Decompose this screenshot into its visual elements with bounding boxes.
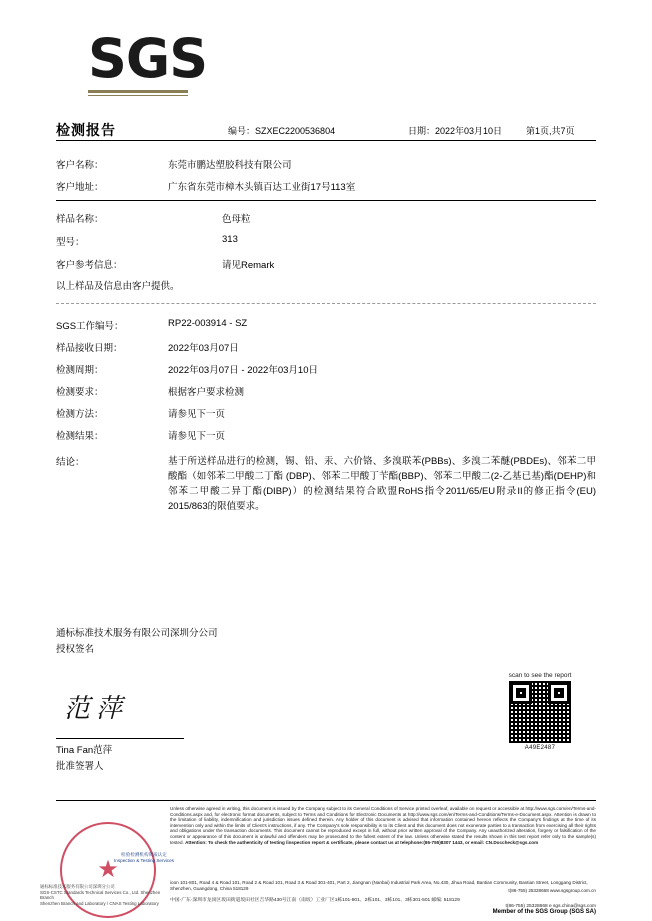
- authorized-signature-label: 授权签名: [56, 644, 95, 655]
- star-icon: ★: [97, 856, 119, 883]
- received-date-value: 2022年03月07日: [168, 343, 239, 354]
- page-title: 检测报告: [56, 122, 116, 138]
- customer-divider: [56, 200, 596, 201]
- job-no-label: SGS工作编号：: [56, 321, 124, 332]
- received-date-label: 样品接收日期：: [56, 343, 123, 354]
- footer-member-line: Member of the SGS Group (SGS SA): [492, 909, 596, 915]
- logo-rule: [88, 90, 188, 93]
- test-requirement-label: 检测要求：: [56, 387, 104, 398]
- report-number: [228, 124, 335, 137]
- sample-divider: [56, 303, 596, 304]
- qr-caption: scan to see the report: [508, 672, 572, 679]
- test-method-value: 请参见下一页: [168, 409, 226, 420]
- qr-block: [505, 672, 575, 751]
- sample-model-label: 型号：: [56, 237, 85, 248]
- header-divider: [56, 140, 596, 141]
- sample-reference-label: 客户参考信息：: [56, 260, 123, 271]
- qr-id: A49E2487: [524, 745, 556, 751]
- footer-company-en: SGS-CSTC Standards Technical Services Co., Ltd. Shenzhen Branch: [40, 889, 161, 900]
- lab-badge-en: Inspection & Testing Services: [114, 858, 174, 863]
- footer-divider: [56, 800, 596, 801]
- conclusion-text: 基于所送样品进行的检测，锡、铅、汞、六价铬、多溴联苯(PBBs)、多溴二苯醚(PBDEs)、邻苯二甲酸酯（如邻苯二甲酸二丁酯 (DBP)、邻苯二甲酸丁苄酯(BBP)、邻苯二甲酸二(2-乙基已基)酯(DEHP)和邻苯二甲酸二异丁酯(DIBP)）的检测结果符合欧盟RoHS指令2011/65/EU附录II的修正指令(EU) 2015/863的限值要求。: [168, 456, 596, 512]
- report-date-label: 日期：: [408, 126, 436, 136]
- signature-line: [56, 738, 184, 739]
- footer-address-en-line: ioon 101-801, Road 4 & Road 101, Road 2 & Road 101, Road 3 & Road 301-401, Part 2, Jiangnan (Nanbai) Industrial Park Area, No.430, Jihua Road, Bantian Community, Bantian Street, Longgang District, Shenzhen, Guangdong, China 518129: [170, 880, 588, 891]
- test-period-value: 2022年03月07日 - 2022年03月10日: [168, 365, 318, 376]
- signer-name: Tina Fan范萍: [56, 745, 113, 756]
- lab-badge-cn: 检验检测机构资质认定: [121, 852, 167, 857]
- report-date: [408, 124, 502, 137]
- cnas-text-block: [40, 884, 168, 906]
- footer-address-cn: 中国·广东·深圳市龙岗区坂田街道坂田社区吉华路430号江南（南坂）工业厂区1栋101-801、2栋101、3栋101、3栋301-501 邮编: 518129: [170, 898, 460, 903]
- sample-name-value: 色母粒: [222, 214, 251, 225]
- handwritten-signature: [64, 688, 176, 730]
- customer-name-label: 客户名称：: [56, 160, 104, 171]
- sgs-logo: [88, 27, 268, 94]
- test-result-label: 检测结果：: [56, 431, 104, 442]
- signing-company: 通标标准技术服务有限公司深圳分公司: [56, 628, 218, 639]
- sample-name-label: 样品名称：: [56, 214, 104, 225]
- test-result-value: 请参见下一页: [168, 431, 226, 442]
- test-method-label: 检测方法：: [56, 409, 104, 420]
- lab-accreditation-badge: [112, 852, 176, 864]
- sample-note: 以上样品及信息由客户提供。: [56, 281, 180, 292]
- handwritten-signature-text: 范萍: [64, 694, 129, 724]
- report-date-value: 2022年03月10日: [435, 126, 503, 136]
- logo-rule-thin: [88, 95, 188, 96]
- customer-address-value: 广东省东莞市樟木头镇百达工业街17号113室: [168, 182, 356, 193]
- sample-reference-value: 请见Remark: [222, 260, 275, 271]
- footer-company-cn: 通标标准技术服务有限公司深圳分公司: [40, 884, 115, 889]
- page-counter: 第1页,共7页: [526, 126, 575, 136]
- footer-address-phone: t(86-755) 25328668 www.sgsgroup.com.cn: [508, 888, 596, 893]
- test-requirement-value: 根据客户要求检测: [168, 387, 245, 398]
- customer-name-value: 东莞市鹏达塑胶科技有限公司: [168, 160, 292, 171]
- qr-code-icon[interactable]: [509, 681, 571, 743]
- conclusion-label: 结论：: [56, 457, 85, 468]
- test-period-label: 检测周期：: [56, 365, 104, 376]
- signer-role: 批准签署人: [56, 761, 104, 772]
- report-number-value: SZXEC2200536804: [255, 126, 336, 136]
- customer-address-label: 客户地址：: [56, 182, 104, 193]
- sample-model-value: 313: [222, 234, 238, 245]
- footer-address-cn-phone: t(86-755) 25328668 e sgs.china@sgs.com: [505, 904, 596, 909]
- footer-legal-body: Unless otherwise agreed in writing, this document is issued by the Company subject to its General Conditions of Service printed overleaf, available on request or accessible at http://www.sgs.com/en/Terms-and-Conditions.aspx and, for electronic format documents, subject to Terms and Conditions for Electronic Documents at http://www.sgs.com/en/Terms-and-Conditions/Terms-e-Document.aspx. Attention is drawn to the limitation of liability, indemnification and jurisdiction issues defined therein. Any holder of this document is advised that information contained hereon reflects the Company's findings at the time of its intervention only and within the limits of Client's instructions, if any. The Company's sole responsibility is to its Client and this document does not exonerate parties to a transaction from exercising all their rights and obligations under the transaction documents. This document cannot be reproduced except in full, without prior written approval of the Company. Any unauthorized alteration, forgery or falsification of the content or appearance of this document is unlawful and offenders may be prosecuted to the fullest extent of the law. Unless otherwise stated the results shown in this test report refer only to the sample(s) tested.: [170, 806, 596, 845]
- cnas-en: Shenzhen Branch and Laboratory / CNAS Testing Laboratory: [40, 900, 159, 906]
- footer-legal-attention: Attention: To check the authenticity of testing /inspection report & certificate, please contact us at telephone:(86-755)8307 1443, or email: CN.Doccheck@sgs.com: [185, 839, 539, 845]
- footer-legal-text: [170, 806, 596, 845]
- report-number-label: 编号：: [228, 126, 256, 136]
- sgs-logo-text: SGS: [88, 27, 208, 90]
- job-no-value: RP22-003914 - SZ: [168, 318, 248, 329]
